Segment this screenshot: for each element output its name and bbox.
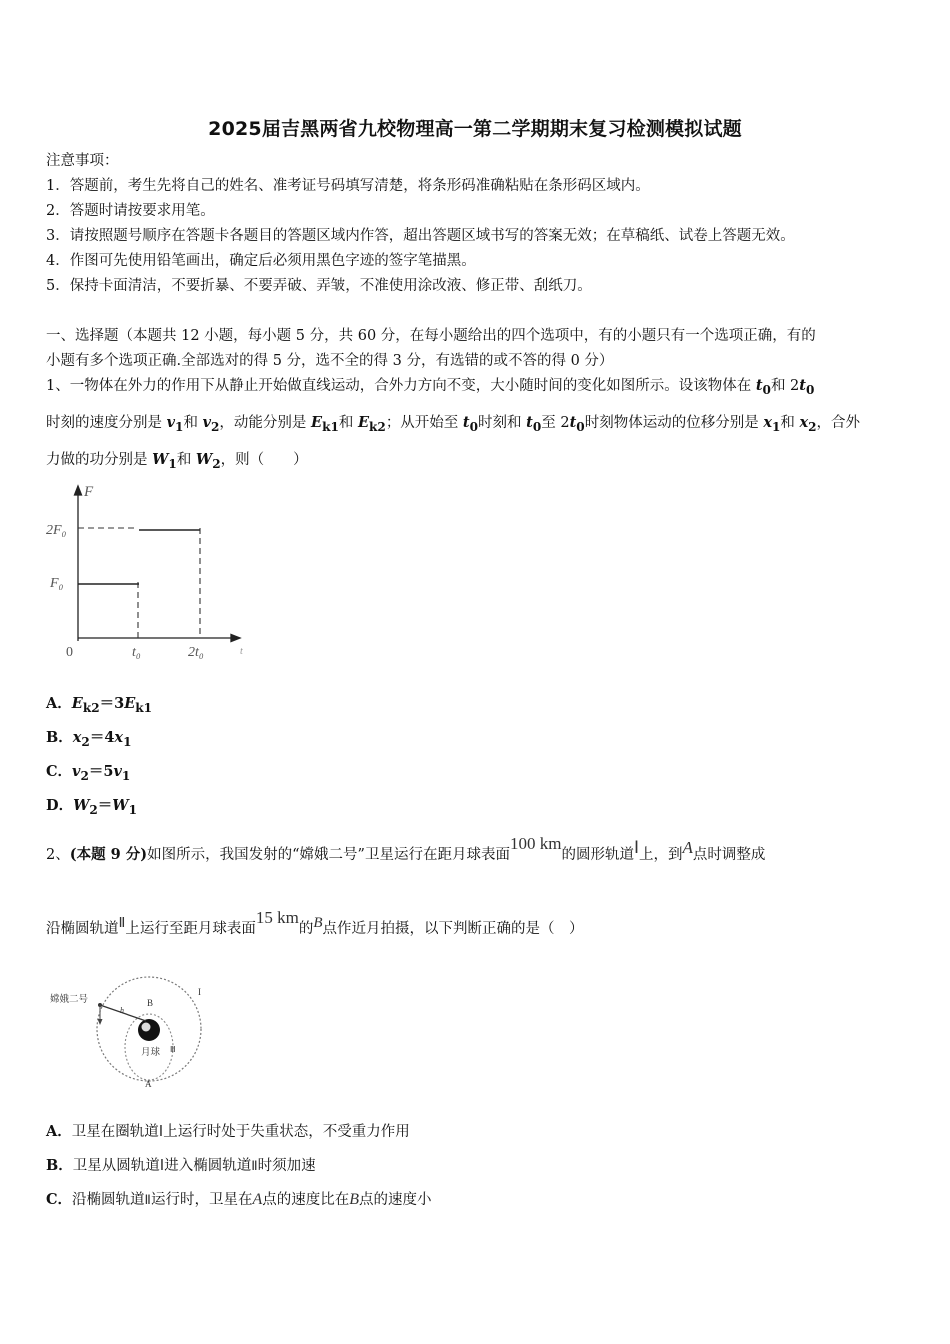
point-B-label: B [147, 998, 154, 1008]
q2-stem-line1: 2、(本题 9 分)如图所示，我国发射的“嫦娥二号”卫星运行在距月球表面100 km的圆形轨道Ⅰ上，到A点时调整成 [46, 834, 766, 863]
page-title: 2025届吉黑两省九校物理高一第二学期期末复习检测模拟试题 [208, 118, 742, 140]
tick-label-t0: t₀ [132, 645, 141, 660]
x-axis-label: t [240, 646, 243, 657]
orbit-I-label: I [198, 987, 201, 997]
section-header: 一、选择题（本题共 12 小题，每小题 5 分，共 60 分，在每小题给出的四个选项中，有的小题只有一个选项正确，有的 [46, 328, 816, 344]
orbit-III-label: Ⅲ [170, 1045, 176, 1054]
q2-option-c[interactable]: C．沿椭圆轨道Ⅱ运行时，卫星在A点的速度比在B点的速度小 [46, 1191, 432, 1208]
point-A-label: A [145, 1079, 152, 1089]
q1-stem-line3: 力做的功分别是 $W_1$和 $W_2$，则（ ） [46, 451, 308, 471]
satellite-label: 嫦娥二号 [50, 995, 89, 1005]
section-header: 小题有多个选项正确.全部选对的得 5 分，选不全的得 3 分，有选错的或不答的得 0 分） [46, 353, 614, 369]
force-time-graph [40, 478, 250, 663]
q1-stem-line2: 时刻的速度分别是 $v_1$和 $v_2$，动能分别是 $E_{k1}$和 $E_{k2}$；从开始至 $t_0$时刻和 $t_0$至 $2t_0$时刻物体运动的位移分别是 $x_1$和 $x_2$，合外 [46, 414, 861, 434]
q2-option-b[interactable]: B．卫星从圆轨道Ⅰ进入椭圆轨道Ⅱ时须加速 [46, 1157, 316, 1174]
altitude-label: h [120, 1006, 124, 1015]
x-axis-arrow [231, 635, 240, 642]
q1-option-d[interactable]: D．$W_2=W_1$ [46, 797, 137, 817]
lunar-orbit-figure [48, 975, 218, 1095]
notice-heading: 注意事项： [46, 153, 119, 169]
y-axis-arrow [75, 486, 82, 495]
q1-option-c[interactable]: C．$v_2=5v_1$ [46, 763, 131, 783]
q2-option-a[interactable]: A．卫星在圈轨道Ⅰ上运行时处于失重状态，不受重力作用 [46, 1123, 410, 1140]
notice-item: 1．答题前，考生先将自己的姓名、准考证号码填写清楚，将条形码准确粘贴在条形码区域内。 [46, 178, 650, 194]
velocity-arrowhead [98, 1019, 103, 1025]
notice-item: 3．请按照题号顺序在答题卡各题目的答题区域内作答，超出答题区域书写的答案无效；在草稿纸、试卷上答题无效。 [46, 228, 795, 244]
notice-item: 4．作图可先使用铅笔画出，确定后必须用黑色字迹的签字笔描黑。 [46, 253, 476, 269]
y-axis-label: F [84, 484, 94, 500]
tick-label-2F0: 2F₀ [46, 523, 67, 538]
tick-label-origin: 0 [66, 645, 73, 660]
tick-label-F0: F₀ [50, 576, 64, 591]
q2-stem-line2: 沿椭圆轨道Ⅱ上运行至距月球表面15 km的B点作近月拍摄，以下判断正确的是（ ） [46, 908, 584, 937]
tick-label-2t0: 2t₀ [188, 645, 204, 660]
notice-item: 5．保持卡面清洁，不要折暴、不要弄破、弄皱，不准使用涂改液、修正带、刮纸刀。 [46, 278, 592, 294]
notice-item: 2．答题时请按要求用笔。 [46, 203, 215, 219]
q1-stem-line1: 1、一物体在外力的作用下从静止开始做直线运动，合外力方向不变，大小随时间的变化如图所示。设该物体在 $t_0$和 $2t_0$ [46, 377, 815, 397]
q1-option-b[interactable]: B．$x_2=4x_1$ [46, 729, 132, 749]
moon-highlight [142, 1023, 151, 1032]
moon-label: 月球 [141, 1048, 161, 1058]
q1-option-a[interactable]: A．$E_{k2}=3E_{k1}$ [46, 695, 153, 715]
